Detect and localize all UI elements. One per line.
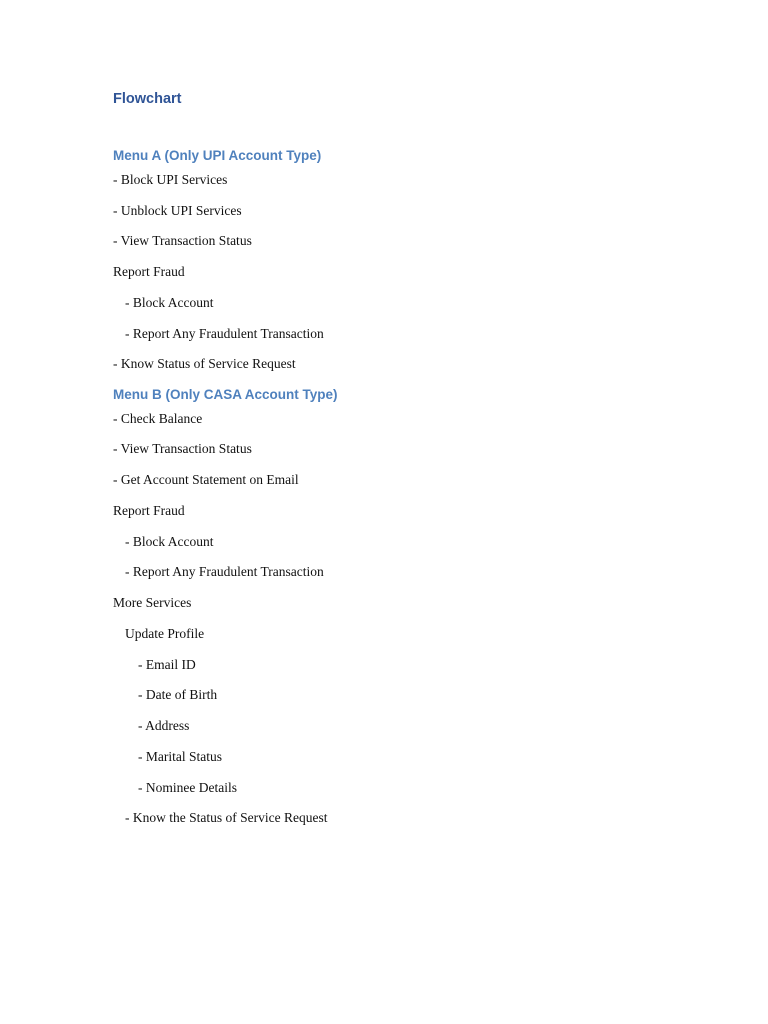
menu-b-item-more-services: More Services (113, 595, 192, 610)
menu-b-subsubitem-nominee-details: - Nominee Details (138, 780, 237, 795)
menu-b-subsubitem-address: - Address (138, 718, 190, 733)
menu-b-subitem-know-status: - Know the Status of Service Request (125, 810, 328, 825)
menu-a-subitem-report-fraudulent-transaction: - Report Any Fraudulent Transaction (125, 326, 324, 341)
menu-a-item-block-upi: - Block UPI Services (113, 172, 228, 187)
menu-b-heading: Menu B (Only CASA Account Type) (113, 387, 338, 402)
menu-b-subitem-block-account: - Block Account (125, 534, 214, 549)
menu-b-item-check-balance: - Check Balance (113, 411, 203, 426)
menu-a-item-report-fraud: Report Fraud (113, 264, 185, 279)
menu-a-subitem-block-account: - Block Account (125, 295, 214, 310)
document-title: Flowchart (113, 91, 182, 107)
menu-a-item-unblock-upi: - Unblock UPI Services (113, 203, 242, 218)
menu-b-subitem-update-profile: Update Profile (125, 626, 205, 641)
menu-b-item-view-transaction-status: - View Transaction Status (113, 441, 252, 456)
menu-b-subsubitem-email-id: - Email ID (138, 657, 196, 672)
menu-b-item-account-statement: - Get Account Statement on Email (113, 472, 299, 487)
menu-b-subsubitem-date-of-birth: - Date of Birth (138, 687, 218, 702)
menu-a-item-know-status: - Know Status of Service Request (113, 356, 296, 371)
menu-b-subitem-report-fraudulent-transaction: - Report Any Fraudulent Transaction (125, 564, 324, 579)
menu-b-item-report-fraud: Report Fraud (113, 503, 185, 518)
menu-a-heading: Menu A (Only UPI Account Type) (113, 148, 322, 163)
menu-b-subsubitem-marital-status: - Marital Status (138, 749, 222, 764)
menu-a-item-view-transaction-status: - View Transaction Status (113, 233, 252, 248)
